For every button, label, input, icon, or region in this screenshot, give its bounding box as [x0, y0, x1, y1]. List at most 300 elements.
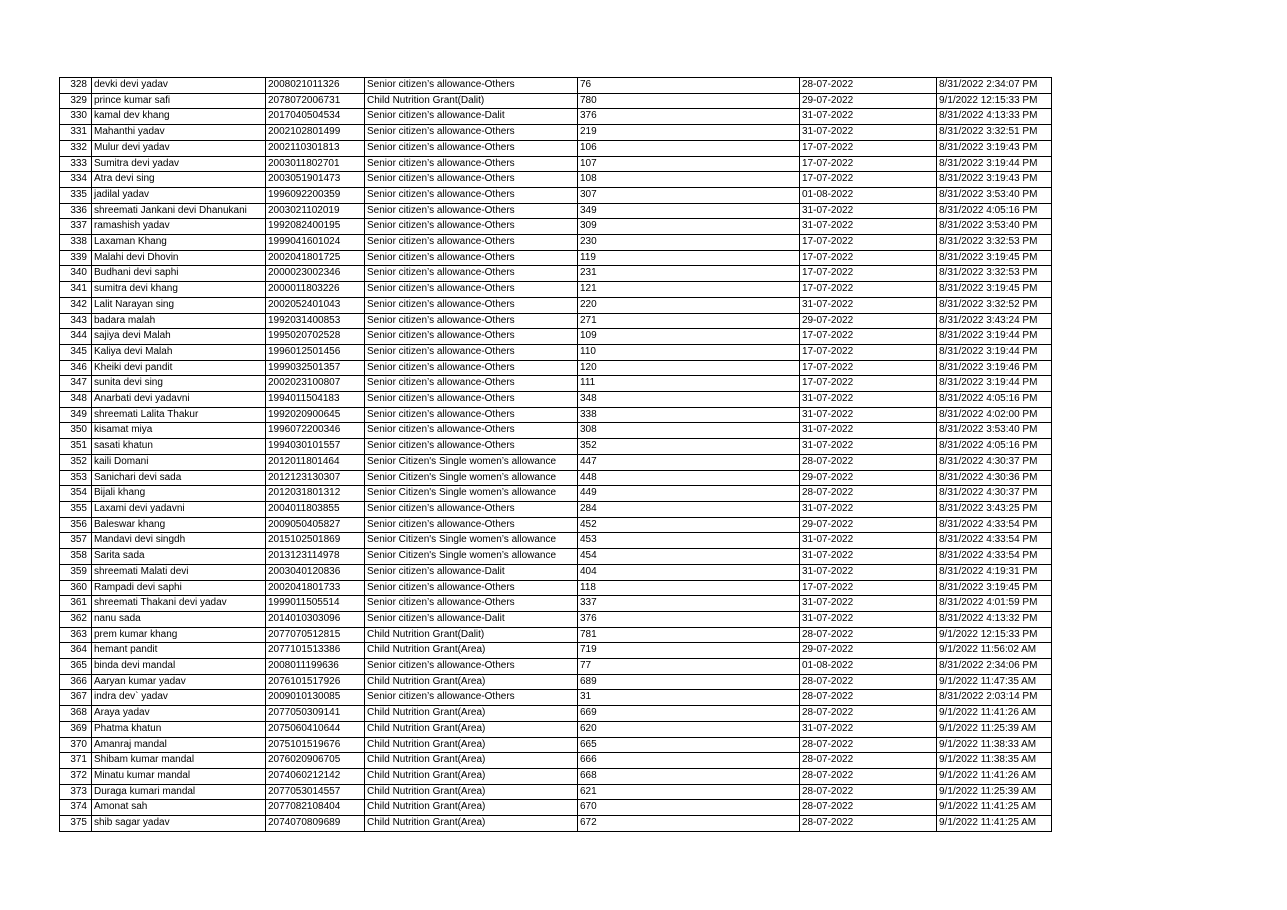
- table-row: [60, 596, 1052, 612]
- timestamp-cell: 9/1/2022 11:41:26 AM: [937, 706, 1052, 722]
- id-number-cell: 1999011505514: [266, 596, 365, 612]
- timestamp-cell: 8/31/2022 3:19:44 PM: [937, 376, 1052, 392]
- row-number-cell: 368: [60, 706, 92, 722]
- code-cell: 670: [578, 800, 800, 816]
- code-cell: 308: [578, 423, 800, 439]
- id-number-cell: 2077050309141: [266, 706, 365, 722]
- payment-date-cell: 28-07-2022: [800, 78, 937, 94]
- code-cell: 454: [578, 549, 800, 565]
- row-number-cell: 367: [60, 690, 92, 706]
- table-row: [60, 140, 1052, 156]
- beneficiary-name-cell: sasati khatun: [92, 439, 266, 455]
- code-cell: 719: [578, 643, 800, 659]
- payment-date-cell: 28-07-2022: [800, 454, 937, 470]
- beneficiary-name-cell: Mahanthi yadav: [92, 125, 266, 141]
- id-number-cell: 2077101513386: [266, 643, 365, 659]
- beneficiary-name-cell: Amanraj mandal: [92, 737, 266, 753]
- beneficiary-name-cell: Phatma khatun: [92, 721, 266, 737]
- row-number-cell: 374: [60, 800, 92, 816]
- payment-date-cell: 31-07-2022: [800, 423, 937, 439]
- beneficiary-name-cell: Duraga kumari mandal: [92, 784, 266, 800]
- allowance-type-cell: Senior citizen’s allowance-Others: [365, 376, 578, 392]
- payment-date-cell: 17-07-2022: [800, 156, 937, 172]
- row-number-cell: 356: [60, 517, 92, 533]
- row-number-cell: 340: [60, 266, 92, 282]
- timestamp-cell: 8/31/2022 3:53:40 PM: [937, 219, 1052, 235]
- code-cell: 621: [578, 784, 800, 800]
- timestamp-cell: 8/31/2022 3:32:51 PM: [937, 125, 1052, 141]
- row-number-cell: 331: [60, 125, 92, 141]
- code-cell: 109: [578, 329, 800, 345]
- timestamp-cell: 8/31/2022 4:05:16 PM: [937, 392, 1052, 408]
- code-cell: 337: [578, 596, 800, 612]
- timestamp-cell: 9/1/2022 11:25:39 AM: [937, 784, 1052, 800]
- table-row: [60, 187, 1052, 203]
- allowance-type-cell: Child Nutrition Grant(Dalit): [365, 93, 578, 109]
- id-number-cell: 2009010130085: [266, 690, 365, 706]
- code-cell: 449: [578, 486, 800, 502]
- payment-date-cell: 28-07-2022: [800, 690, 937, 706]
- id-number-cell: 2002041801725: [266, 250, 365, 266]
- allowance-type-cell: Senior citizen’s allowance-Others: [365, 580, 578, 596]
- allowance-type-cell: Senior citizen’s allowance-Others: [365, 329, 578, 345]
- data-table: [59, 77, 1052, 832]
- beneficiary-name-cell: hemant pandit: [92, 643, 266, 659]
- row-number-cell: 337: [60, 219, 92, 235]
- table-row: [60, 313, 1052, 329]
- beneficiary-name-cell: badara malah: [92, 313, 266, 329]
- timestamp-cell: 8/31/2022 2:03:14 PM: [937, 690, 1052, 706]
- row-number-cell: 369: [60, 721, 92, 737]
- id-number-cell: 2078072006731: [266, 93, 365, 109]
- table-row: [60, 454, 1052, 470]
- id-number-cell: 2077053014557: [266, 784, 365, 800]
- id-number-cell: 2002110301813: [266, 140, 365, 156]
- code-cell: 121: [578, 282, 800, 298]
- row-number-cell: 343: [60, 313, 92, 329]
- allowance-type-cell: Senior citizen’s allowance-Others: [365, 501, 578, 517]
- payment-date-cell: 31-07-2022: [800, 721, 937, 737]
- beneficiary-name-cell: sunita devi sing: [92, 376, 266, 392]
- code-cell: 110: [578, 344, 800, 360]
- table-row: [60, 250, 1052, 266]
- table-row: [60, 219, 1052, 235]
- allowance-type-cell: Senior citizen’s allowance-Others: [365, 266, 578, 282]
- code-cell: 220: [578, 297, 800, 313]
- code-cell: 669: [578, 706, 800, 722]
- payment-date-cell: 28-07-2022: [800, 706, 937, 722]
- row-number-cell: 329: [60, 93, 92, 109]
- payment-date-cell: 17-07-2022: [800, 360, 937, 376]
- beneficiary-name-cell: shreemati Thakani devi yadav: [92, 596, 266, 612]
- id-number-cell: 2002041801733: [266, 580, 365, 596]
- code-cell: 231: [578, 266, 800, 282]
- payment-date-cell: 28-07-2022: [800, 486, 937, 502]
- id-number-cell: 1999032501357: [266, 360, 365, 376]
- allowance-type-cell: Senior Citizen's Single women’s allowance: [365, 533, 578, 549]
- table-row: [60, 611, 1052, 627]
- allowance-type-cell: Senior Citizen's Single women’s allowance: [365, 549, 578, 565]
- id-number-cell: 2003021102019: [266, 203, 365, 219]
- payment-date-cell: 01-08-2022: [800, 187, 937, 203]
- row-number-cell: 336: [60, 203, 92, 219]
- id-number-cell: 1994030101557: [266, 439, 365, 455]
- code-cell: 620: [578, 721, 800, 737]
- timestamp-cell: 8/31/2022 4:02:00 PM: [937, 407, 1052, 423]
- table-body: [60, 78, 1052, 832]
- code-cell: 120: [578, 360, 800, 376]
- beneficiary-name-cell: Atra devi sing: [92, 172, 266, 188]
- code-cell: 338: [578, 407, 800, 423]
- row-number-cell: 355: [60, 501, 92, 517]
- id-number-cell: 2012123130307: [266, 470, 365, 486]
- beneficiary-name-cell: Mandavi devi singdh: [92, 533, 266, 549]
- payment-date-cell: 29-07-2022: [800, 313, 937, 329]
- table-row: [60, 360, 1052, 376]
- timestamp-cell: 8/31/2022 3:19:44 PM: [937, 156, 1052, 172]
- beneficiary-name-cell: indra dev` yadav: [92, 690, 266, 706]
- table-row: [60, 407, 1052, 423]
- table-row: [60, 643, 1052, 659]
- table-row: [60, 344, 1052, 360]
- id-number-cell: 2075060410644: [266, 721, 365, 737]
- beneficiary-name-cell: jadilal yadav: [92, 187, 266, 203]
- table-row: [60, 659, 1052, 675]
- code-cell: 309: [578, 219, 800, 235]
- payment-date-cell: 31-07-2022: [800, 564, 937, 580]
- beneficiary-name-cell: ramashish yadav: [92, 219, 266, 235]
- code-cell: 77: [578, 659, 800, 675]
- table-row: [60, 533, 1052, 549]
- allowance-type-cell: Senior citizen’s allowance-Others: [365, 140, 578, 156]
- row-number-cell: 339: [60, 250, 92, 266]
- timestamp-cell: 8/31/2022 4:01:59 PM: [937, 596, 1052, 612]
- table-row: [60, 439, 1052, 455]
- table-row: [60, 627, 1052, 643]
- id-number-cell: 1996012501456: [266, 344, 365, 360]
- table-row: [60, 564, 1052, 580]
- code-cell: 666: [578, 753, 800, 769]
- timestamp-cell: 9/1/2022 12:15:33 PM: [937, 627, 1052, 643]
- allowance-type-cell: Senior citizen’s allowance-Others: [365, 78, 578, 94]
- code-cell: 107: [578, 156, 800, 172]
- id-number-cell: 2013123114978: [266, 549, 365, 565]
- table-row: [60, 753, 1052, 769]
- id-number-cell: 2009050405827: [266, 517, 365, 533]
- table-row: [60, 203, 1052, 219]
- timestamp-cell: 9/1/2022 11:41:25 AM: [937, 800, 1052, 816]
- timestamp-cell: 9/1/2022 11:41:25 AM: [937, 816, 1052, 832]
- table-row: [60, 125, 1052, 141]
- beneficiary-name-cell: sajiya devi Malah: [92, 329, 266, 345]
- table-row: [60, 109, 1052, 125]
- allowance-type-cell: Senior citizen’s allowance-Others: [365, 596, 578, 612]
- id-number-cell: 2002052401043: [266, 297, 365, 313]
- code-cell: 230: [578, 235, 800, 251]
- timestamp-cell: 8/31/2022 3:19:45 PM: [937, 580, 1052, 596]
- id-number-cell: 2002102801499: [266, 125, 365, 141]
- timestamp-cell: 9/1/2022 11:38:35 AM: [937, 753, 1052, 769]
- timestamp-cell: 8/31/2022 3:19:46 PM: [937, 360, 1052, 376]
- id-number-cell: 1995020702528: [266, 329, 365, 345]
- payment-date-cell: 28-07-2022: [800, 674, 937, 690]
- row-number-cell: 328: [60, 78, 92, 94]
- table-row: [60, 93, 1052, 109]
- allowance-type-cell: Senior citizen’s allowance-Dalit: [365, 611, 578, 627]
- payment-date-cell: 28-07-2022: [800, 627, 937, 643]
- allowance-type-cell: Senior citizen’s allowance-Others: [365, 235, 578, 251]
- code-cell: 781: [578, 627, 800, 643]
- code-cell: 31: [578, 690, 800, 706]
- beneficiary-name-cell: Shibam kumar mandal: [92, 753, 266, 769]
- timestamp-cell: 8/31/2022 3:32:53 PM: [937, 235, 1052, 251]
- payment-date-cell: 31-07-2022: [800, 125, 937, 141]
- beneficiary-name-cell: Anarbati devi yadavni: [92, 392, 266, 408]
- code-cell: 284: [578, 501, 800, 517]
- allowance-type-cell: Senior citizen’s allowance-Others: [365, 172, 578, 188]
- beneficiary-name-cell: sumitra devi khang: [92, 282, 266, 298]
- beneficiary-name-cell: Sarita sada: [92, 549, 266, 565]
- allowance-type-cell: Senior citizen’s allowance-Others: [365, 297, 578, 313]
- id-number-cell: 2017040504534: [266, 109, 365, 125]
- id-number-cell: 2008011199636: [266, 659, 365, 675]
- code-cell: 348: [578, 392, 800, 408]
- code-cell: 448: [578, 470, 800, 486]
- id-number-cell: 1999041601024: [266, 235, 365, 251]
- table-row: [60, 470, 1052, 486]
- beneficiary-name-cell: kamal dev khang: [92, 109, 266, 125]
- timestamp-cell: 8/31/2022 3:19:43 PM: [937, 172, 1052, 188]
- timestamp-cell: 9/1/2022 11:25:39 AM: [937, 721, 1052, 737]
- beneficiary-name-cell: Baleswar khang: [92, 517, 266, 533]
- code-cell: 271: [578, 313, 800, 329]
- beneficiary-name-cell: Laxami devi yadavni: [92, 501, 266, 517]
- beneficiary-name-cell: devki devi yadav: [92, 78, 266, 94]
- code-cell: 106: [578, 140, 800, 156]
- code-cell: 219: [578, 125, 800, 141]
- timestamp-cell: 9/1/2022 11:41:26 AM: [937, 768, 1052, 784]
- timestamp-cell: 8/31/2022 3:53:40 PM: [937, 187, 1052, 203]
- allowance-type-cell: Senior citizen’s allowance-Dalit: [365, 109, 578, 125]
- allowance-type-cell: Senior citizen’s allowance-Dalit: [365, 564, 578, 580]
- allowance-type-cell: Senior citizen’s allowance-Others: [365, 203, 578, 219]
- id-number-cell: 2002023100807: [266, 376, 365, 392]
- beneficiary-name-cell: Araya yadav: [92, 706, 266, 722]
- payment-date-cell: 28-07-2022: [800, 800, 937, 816]
- table-row: [60, 800, 1052, 816]
- id-number-cell: 2076101517926: [266, 674, 365, 690]
- row-number-cell: 361: [60, 596, 92, 612]
- table-row: [60, 721, 1052, 737]
- code-cell: 404: [578, 564, 800, 580]
- payment-date-cell: 31-07-2022: [800, 203, 937, 219]
- timestamp-cell: 8/31/2022 4:05:16 PM: [937, 203, 1052, 219]
- allowance-type-cell: Senior citizen’s allowance-Others: [365, 156, 578, 172]
- beneficiary-name-cell: binda devi mandal: [92, 659, 266, 675]
- code-cell: 118: [578, 580, 800, 596]
- id-number-cell: 2000023002346: [266, 266, 365, 282]
- id-number-cell: 2004011803855: [266, 501, 365, 517]
- allowance-type-cell: Child Nutrition Grant(Area): [365, 784, 578, 800]
- payment-date-cell: 28-07-2022: [800, 816, 937, 832]
- table-row: [60, 376, 1052, 392]
- code-cell: 376: [578, 109, 800, 125]
- payment-date-cell: 17-07-2022: [800, 266, 937, 282]
- code-cell: 76: [578, 78, 800, 94]
- table-row: [60, 768, 1052, 784]
- timestamp-cell: 8/31/2022 2:34:06 PM: [937, 659, 1052, 675]
- timestamp-cell: 8/31/2022 3:19:45 PM: [937, 282, 1052, 298]
- id-number-cell: 2074070809689: [266, 816, 365, 832]
- beneficiary-name-cell: Laxaman Khang: [92, 235, 266, 251]
- payment-date-cell: 17-07-2022: [800, 250, 937, 266]
- id-number-cell: 2012031801312: [266, 486, 365, 502]
- beneficiary-name-cell: prem kumar khang: [92, 627, 266, 643]
- timestamp-cell: 8/31/2022 3:19:44 PM: [937, 329, 1052, 345]
- beneficiary-name-cell: Bijali khang: [92, 486, 266, 502]
- beneficiary-name-cell: Rampadi devi saphi: [92, 580, 266, 596]
- payment-date-cell: 31-07-2022: [800, 297, 937, 313]
- timestamp-cell: 8/31/2022 4:30:37 PM: [937, 486, 1052, 502]
- payment-date-cell: 17-07-2022: [800, 282, 937, 298]
- beneficiary-name-cell: Budhani devi saphi: [92, 266, 266, 282]
- row-number-cell: 353: [60, 470, 92, 486]
- payment-date-cell: 17-07-2022: [800, 235, 937, 251]
- row-number-cell: 372: [60, 768, 92, 784]
- row-number-cell: 363: [60, 627, 92, 643]
- beneficiary-name-cell: shreemati Malati devi: [92, 564, 266, 580]
- beneficiary-name-cell: shib sagar yadav: [92, 816, 266, 832]
- table-row: [60, 156, 1052, 172]
- payment-date-cell: 31-07-2022: [800, 392, 937, 408]
- row-number-cell: 347: [60, 376, 92, 392]
- allowance-type-cell: Senior citizen’s allowance-Others: [365, 690, 578, 706]
- payment-date-cell: 28-07-2022: [800, 737, 937, 753]
- timestamp-cell: 8/31/2022 3:32:52 PM: [937, 297, 1052, 313]
- row-number-cell: 370: [60, 737, 92, 753]
- row-number-cell: 362: [60, 611, 92, 627]
- id-number-cell: 1992020900645: [266, 407, 365, 423]
- beneficiary-name-cell: Amonat sah: [92, 800, 266, 816]
- payment-date-cell: 17-07-2022: [800, 344, 937, 360]
- allowance-type-cell: Senior citizen’s allowance-Others: [365, 407, 578, 423]
- allowance-type-cell: Senior citizen’s allowance-Others: [365, 344, 578, 360]
- id-number-cell: 2077082108404: [266, 800, 365, 816]
- timestamp-cell: 9/1/2022 11:38:33 AM: [937, 737, 1052, 753]
- row-number-cell: 365: [60, 659, 92, 675]
- payment-date-cell: 29-07-2022: [800, 470, 937, 486]
- row-number-cell: 364: [60, 643, 92, 659]
- beneficiary-name-cell: Mulur devi yadav: [92, 140, 266, 156]
- table-row: [60, 266, 1052, 282]
- timestamp-cell: 8/31/2022 4:33:54 PM: [937, 549, 1052, 565]
- beneficiary-name-cell: shreemati Jankani devi Dhanukani: [92, 203, 266, 219]
- row-number-cell: 334: [60, 172, 92, 188]
- timestamp-cell: 8/31/2022 3:19:45 PM: [937, 250, 1052, 266]
- timestamp-cell: 8/31/2022 4:05:16 PM: [937, 439, 1052, 455]
- beneficiary-name-cell: Kaliya devi Malah: [92, 344, 266, 360]
- row-number-cell: 366: [60, 674, 92, 690]
- allowance-type-cell: Child Nutrition Grant(Area): [365, 800, 578, 816]
- beneficiary-name-cell: Minatu kumar mandal: [92, 768, 266, 784]
- id-number-cell: 1994011504183: [266, 392, 365, 408]
- allowance-type-cell: Child Nutrition Grant(Dalit): [365, 627, 578, 643]
- payment-date-cell: 31-07-2022: [800, 407, 937, 423]
- table-row: [60, 297, 1052, 313]
- payment-date-cell: 28-07-2022: [800, 784, 937, 800]
- payment-date-cell: 31-07-2022: [800, 549, 937, 565]
- code-cell: 453: [578, 533, 800, 549]
- id-number-cell: 2003011802701: [266, 156, 365, 172]
- id-number-cell: 2075101519676: [266, 737, 365, 753]
- timestamp-cell: 8/31/2022 4:13:32 PM: [937, 611, 1052, 627]
- allowance-type-cell: Senior citizen’s allowance-Others: [365, 423, 578, 439]
- beneficiary-name-cell: nanu sada: [92, 611, 266, 627]
- timestamp-cell: 8/31/2022 3:32:53 PM: [937, 266, 1052, 282]
- timestamp-cell: 8/31/2022 3:19:43 PM: [937, 140, 1052, 156]
- id-number-cell: 1996072200346: [266, 423, 365, 439]
- id-number-cell: 1992031400853: [266, 313, 365, 329]
- allowance-type-cell: Senior Citizen's Single women’s allowance: [365, 454, 578, 470]
- payment-date-cell: 01-08-2022: [800, 659, 937, 675]
- beneficiary-name-cell: Sumitra devi yadav: [92, 156, 266, 172]
- row-number-cell: 351: [60, 439, 92, 455]
- timestamp-cell: 9/1/2022 11:56:02 AM: [937, 643, 1052, 659]
- timestamp-cell: 8/31/2022 4:33:54 PM: [937, 533, 1052, 549]
- table-row: [60, 706, 1052, 722]
- row-number-cell: 330: [60, 109, 92, 125]
- payment-date-cell: 17-07-2022: [800, 329, 937, 345]
- timestamp-cell: 8/31/2022 2:34:07 PM: [937, 78, 1052, 94]
- code-cell: 349: [578, 203, 800, 219]
- payment-date-cell: 17-07-2022: [800, 140, 937, 156]
- row-number-cell: 332: [60, 140, 92, 156]
- beneficiary-name-cell: Malahi devi Dhovin: [92, 250, 266, 266]
- id-number-cell: 2014010303096: [266, 611, 365, 627]
- row-number-cell: 360: [60, 580, 92, 596]
- table-row: [60, 549, 1052, 565]
- code-cell: 111: [578, 376, 800, 392]
- allowance-type-cell: Senior citizen’s allowance-Others: [365, 219, 578, 235]
- allowance-type-cell: Child Nutrition Grant(Area): [365, 674, 578, 690]
- code-cell: 376: [578, 611, 800, 627]
- table-row: [60, 517, 1052, 533]
- row-number-cell: 371: [60, 753, 92, 769]
- allowance-type-cell: Senior Citizen's Single women’s allowance: [365, 470, 578, 486]
- payment-date-cell: 28-07-2022: [800, 753, 937, 769]
- id-number-cell: 2074060212142: [266, 768, 365, 784]
- timestamp-cell: 8/31/2022 4:33:54 PM: [937, 517, 1052, 533]
- row-number-cell: 352: [60, 454, 92, 470]
- row-number-cell: 359: [60, 564, 92, 580]
- allowance-type-cell: Child Nutrition Grant(Area): [365, 768, 578, 784]
- allowance-type-cell: Senior Citizen's Single women’s allowance: [365, 486, 578, 502]
- row-number-cell: 358: [60, 549, 92, 565]
- allowance-type-cell: Child Nutrition Grant(Area): [365, 721, 578, 737]
- allowance-type-cell: Child Nutrition Grant(Area): [365, 753, 578, 769]
- table-row: [60, 501, 1052, 517]
- payment-date-cell: 17-07-2022: [800, 580, 937, 596]
- allowance-type-cell: Senior citizen’s allowance-Others: [365, 360, 578, 376]
- id-number-cell: 2008021011326: [266, 78, 365, 94]
- beneficiary-name-cell: Aaryan kumar yadav: [92, 674, 266, 690]
- table-row: [60, 423, 1052, 439]
- timestamp-cell: 8/31/2022 3:43:25 PM: [937, 501, 1052, 517]
- payment-date-cell: 31-07-2022: [800, 533, 937, 549]
- table-row: [60, 282, 1052, 298]
- table-row: [60, 580, 1052, 596]
- table-row: [60, 674, 1052, 690]
